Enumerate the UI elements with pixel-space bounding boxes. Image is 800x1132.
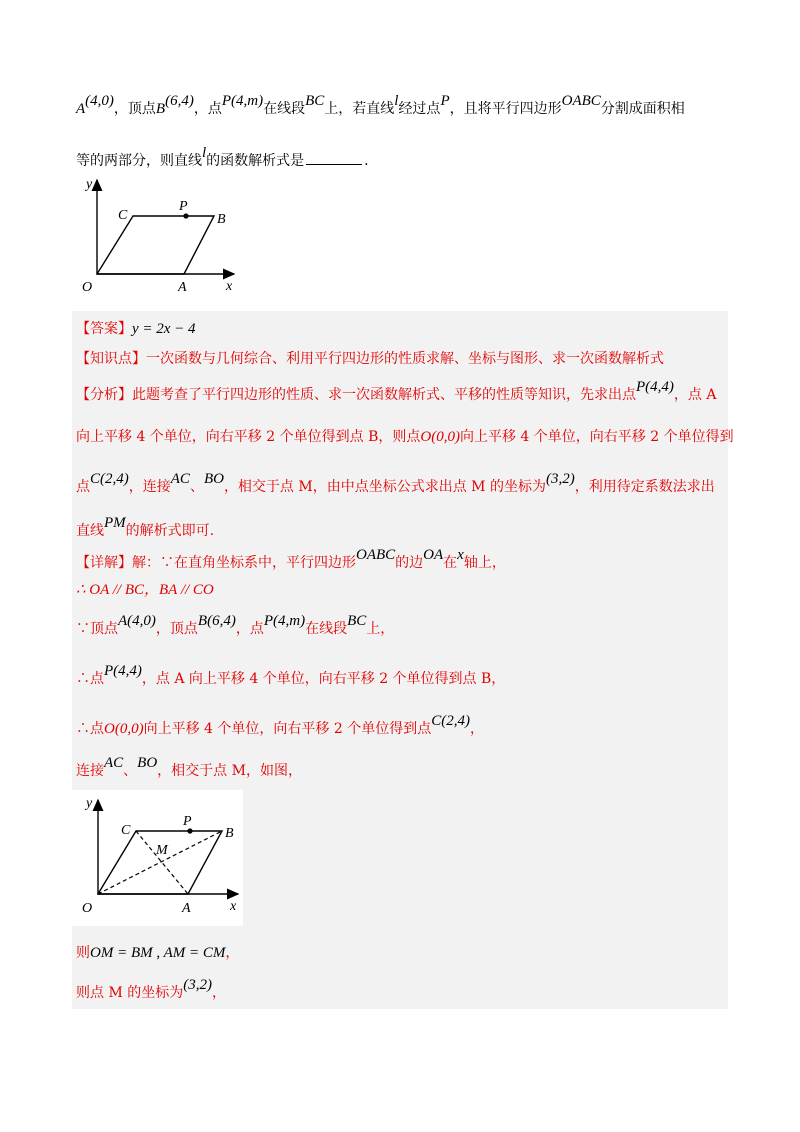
math: (3,2) [545, 471, 575, 487]
figure-2-diagram [72, 790, 243, 926]
knowledge-text: 一次函数与几何综合、利用平行四边形的性质求解、坐标与图形、求一次函数解析式 [146, 351, 664, 367]
label-a: A [178, 280, 187, 295]
point-a-coord: (4,0) [85, 93, 114, 109]
text: 此题考查了平行四边形的性质、求一次函数解析式、平移的性质等知识，先求出点 [132, 387, 636, 403]
math: OM = BM , AM = CM [90, 945, 226, 961]
math: (3,2) [183, 977, 212, 993]
math: B [197, 613, 208, 629]
math: O [104, 721, 115, 737]
label-m: M [156, 843, 168, 858]
text: 则点 M 的坐标为 [76, 985, 184, 1001]
text: 在线段 [263, 101, 306, 117]
text: 则 [76, 945, 90, 961]
text: 上， [366, 621, 395, 637]
knowledge-line [76, 348, 664, 368]
detail-line-7 [76, 942, 239, 962]
label-c: C [118, 208, 128, 223]
text: 轴上， [463, 555, 506, 571]
math: AC [104, 755, 124, 771]
math: (2,4) [100, 471, 129, 487]
text: 经过点 [398, 101, 441, 117]
label-y: y [86, 796, 93, 811]
text: ，顶点 [155, 621, 198, 637]
text: 的函数解析式是 [206, 153, 305, 169]
math: (2,4) [441, 713, 470, 729]
math: AC [170, 471, 190, 487]
point-p [187, 828, 192, 833]
text: ，相交于点 M，由中点坐标公式求出点 M 的坐标为 [223, 479, 546, 495]
text: ，点 A 向上平移 4 个单位，向右平移 2 个单位得到点 B， [141, 671, 506, 687]
text: ，相交于点 M，如图， [157, 763, 302, 779]
text: 点 [76, 479, 90, 495]
math: x [457, 547, 464, 563]
line-l: l [202, 145, 207, 161]
text: ，点 A [673, 387, 717, 403]
label-o: O [82, 901, 93, 916]
label-o: O [82, 280, 93, 295]
text: 、 [189, 479, 204, 495]
label-a: A [182, 901, 191, 916]
math: A [118, 613, 128, 629]
math: O [420, 429, 432, 445]
point-p [183, 213, 188, 218]
analysis-tag: 【分析】 [76, 387, 132, 403]
label-y: y [86, 177, 93, 192]
text: 在 [443, 555, 458, 571]
text: 向上平移 4 个单位，向右平移 2 个单位得到 [459, 429, 734, 445]
text: ∵顶点 [76, 621, 118, 637]
text: 向上平移 4 个单位，向右平移 2 个单位得到点 [143, 721, 432, 737]
text: ∴点 [76, 721, 104, 737]
math: BO [203, 471, 224, 487]
text: 在线段 [305, 621, 348, 637]
point-p-coord: (4,m) [231, 93, 264, 109]
math: OABC [356, 547, 396, 563]
text: 、 [123, 763, 138, 779]
math: P [636, 379, 646, 395]
math: BC [347, 613, 367, 629]
point-b-label: B [155, 101, 166, 117]
text: ，点 [235, 621, 264, 637]
answer-blank [306, 164, 362, 165]
math: ∴ OA // BC，BA // CO [76, 582, 214, 598]
parallelogram-name: OABC [561, 93, 601, 109]
detail-line-6 [76, 755, 302, 780]
text: 等的两部分，则直线 [76, 153, 202, 169]
label-p: P [179, 199, 188, 214]
text: 上，若直线 [324, 101, 395, 117]
math: C [90, 471, 101, 487]
math: (4,m) [273, 613, 306, 629]
analysis-line-2 [76, 426, 734, 446]
detail-line-2 [76, 578, 214, 599]
math: (4,0) [127, 613, 156, 629]
analysis-line-4 [76, 515, 215, 540]
answer-line [76, 318, 196, 338]
point-a-label: A [76, 101, 86, 117]
label-x: x [226, 279, 233, 294]
math: (6,4) [207, 613, 236, 629]
text: ， [225, 945, 240, 961]
math: BO [137, 755, 158, 771]
text: 直线 [76, 523, 104, 539]
text: ∴点 [76, 671, 104, 687]
math: (0,0) [114, 721, 144, 737]
text: ，点 [193, 101, 222, 117]
label-x: x [230, 899, 237, 914]
label-c: C [121, 823, 131, 838]
text: 解：∵在直角坐标系中，平行四边形 [132, 555, 356, 571]
knowledge-tag: 【知识点】 [76, 351, 146, 367]
detail-line-4 [76, 663, 506, 688]
text: ， [212, 985, 226, 1001]
detail-tag: 【详解】 [76, 555, 132, 571]
math: (4,4) [645, 379, 674, 395]
point-p-label: P [440, 93, 450, 109]
math: (0,0) [431, 429, 460, 445]
answer-tag: 【答案】 [76, 321, 132, 337]
analysis-line-3 [76, 471, 715, 496]
detail-line-8 [76, 977, 226, 1002]
text: ，利用待定系数法求出 [574, 479, 715, 495]
text: 的边 [395, 555, 424, 571]
detail-line-1 [76, 547, 506, 572]
line-l: l [394, 93, 399, 109]
detail-line-3 [76, 613, 395, 638]
text: . [364, 153, 369, 169]
math: C [431, 713, 442, 729]
text: 连接 [76, 763, 104, 779]
text: ，连接 [128, 479, 171, 495]
point-p-label: P [221, 93, 232, 109]
detail-line-5 [76, 713, 484, 738]
question-line-1 [76, 93, 685, 118]
figure-1-diagram [72, 170, 252, 300]
question-line-2 [76, 145, 369, 170]
text: ，且将平行四边形 [449, 101, 562, 117]
text: 的解析式即可. [125, 523, 215, 539]
math: (4,4) [113, 663, 142, 679]
text: 向上平移 4 个单位，向右平移 2 个单位得到点 B，则点 [76, 429, 421, 445]
math: OA [423, 547, 444, 563]
answer-formula: y = 2x − 4 [132, 321, 196, 337]
math: P [263, 613, 274, 629]
analysis-line-1 [76, 379, 717, 404]
text: 分割成面积相 [600, 101, 685, 117]
label-p: P [183, 814, 192, 829]
label-b: B [225, 826, 234, 841]
parallelogram-oabc [97, 216, 214, 274]
text: ，顶点 [113, 101, 156, 117]
segment-bc: BC [305, 93, 325, 109]
text: ， [469, 721, 484, 737]
math: PM [104, 515, 126, 531]
label-b: B [217, 212, 226, 227]
math: P [104, 663, 114, 679]
point-b-coord: (6,4) [165, 93, 194, 109]
